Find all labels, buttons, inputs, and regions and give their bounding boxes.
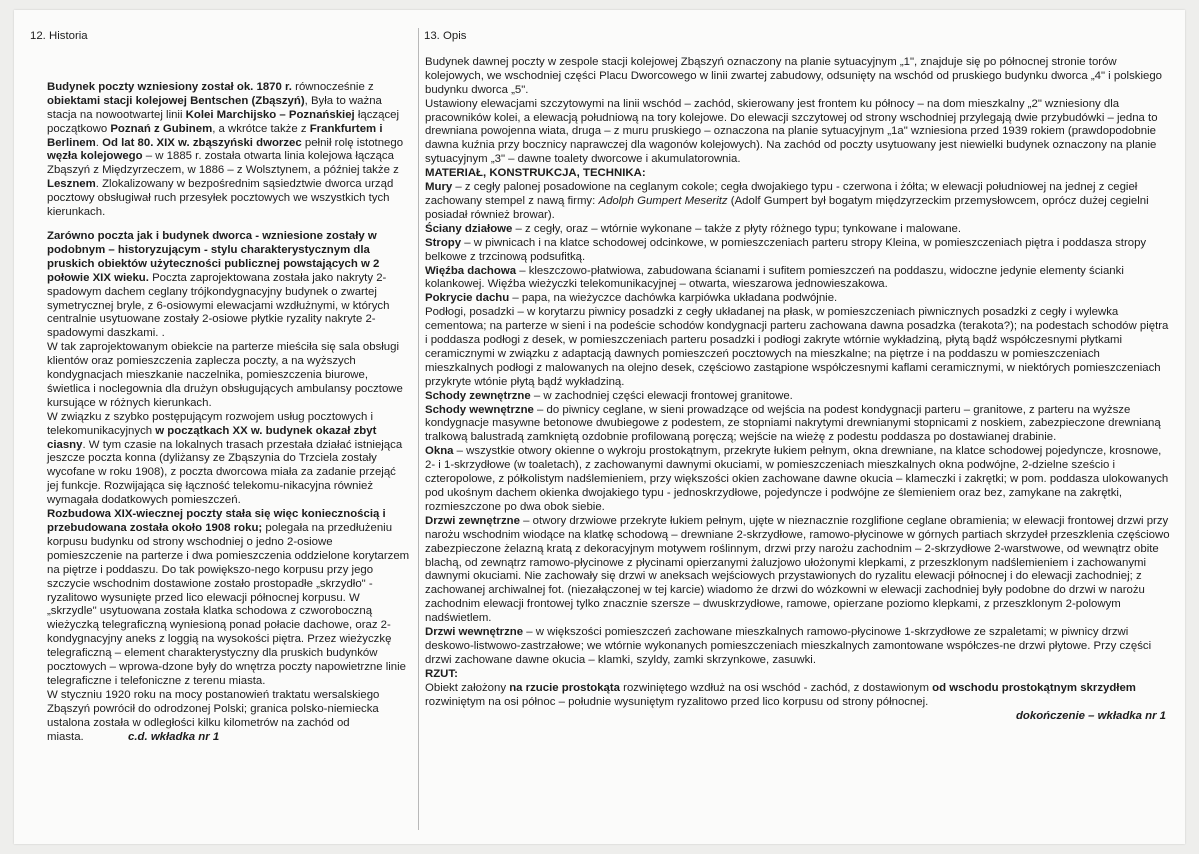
history-paragraph-2 <box>47 230 410 341</box>
column-divider <box>418 28 419 830</box>
description-body <box>424 56 1170 724</box>
material-term: Drzwi wewnętrzne <box>425 626 524 639</box>
material-text: – otwory drzwiowe przekryte łukiem pełnym, ujęte w nieznacznie rozglifione ceglane obramienia; w elewacji frontowej drzwi przy narożu wschodnim wiodące na klatkę schodową – drewniane 2-skrzydłowe, ramowo-płycinowe w górnych partiach skrzydeł przeszklenia częściowo zabezpieczone żelazną kratą z dekoracyjnym motywem roślinnym, drzwi przy narożu zachodnim – 2-skrzydłowe 2-warstwowe, od wewnątrz obite blachą, od zewnątrz ramowo-płycinowe z płycinami opierzanymi żaluzjowo ułożonymi klepkami, z przeszklonym nadślemieniem i zachowanymi dawnymi okuciami. Nie zachowały się drzwi w aneksach wejściowych przystawionych do ryzalitu elewacji północnej i do elewacji zachodniej; z zachowanej archiwalnej fot. (niezałączonej w tej karcie) wiadomo że drzwi do wózkowni w elewacji zachodniej były podobne do drzwi w narożu zachodnim elewacji frontowej tylko znacznie szersze – dwuskrzydłowe, ramowe, opierzane poziomo klepkami, z przeszklonym 2-polowym nadświetlem. <box>425 514 1170 625</box>
text-run: rozwiniętym na osi północ – południe wysuniętym ryzalitowo przed lico korpusu od strony północnej. <box>425 695 929 708</box>
material-text: – kleszczowo-płatwiowa, zabudowana ścianami i sufitem pomieszczeń na poddaszu, widoczne jedynie elementy ścianki kolankowej. Więźba wieżyczki telekomunikacyjnej – otwarta, wieszarowa jednowieszakowa. <box>425 264 1124 291</box>
description-column <box>424 30 1170 723</box>
description-intro-2: Ustawiony elewacjami szczytowymi na linii wschód – zachód, skierowany jest frontem ku północy – na dom mieszkalny „2" wzniesiony dla pracowników kolei, a elewacją południową na tory kolejowe. Do elewacji szczytowej od strony wschodniej przylegają dwie przybudówki – jedna to drewniana powojenna wiata, druga – z muru pruskiego – oznaczona na planie sytuacyjnym „1a" wzniesiona przed 1939 rokiem (prawdopodobnie dawna kuźnia przy bocznicy naprawczej dla wagonów kolejowych). Na zachód od poczty usytuowany jest niewielki budynek oznaczony na planie sytuacyjnym „3" – dawne toalety dworcowe i akumulatorownia. <box>425 97 1158 166</box>
material-text: – z cegły, oraz – wtórnie wykonane – także z płyty różnego typu; tynkowane i malowane. <box>512 222 962 235</box>
material-term: Drzwi zewnętrzne <box>425 514 520 527</box>
bold-run: Zarówno poczta jak i budynek dworca - wzniesione zostały w podobnym – historyzującym - stylu charakterystycznym dla pruskich obiektów użyteczności publicznej powstających w 2 połowie XIX wieku. <box>47 229 380 284</box>
material-item <box>425 404 1170 446</box>
material-term: Schody zewnętrzne <box>425 389 531 402</box>
text-run: polegała na przedłużeniu korpusu budynku od strony wschodniej o jedno 2-osiowe pomieszczenie na parterze i dwa pomieszczenia oddzielone korytarzem na piętrze i poddaszu. Do tak powiększo-nego korpusu przy jego szczycie wschodnim dostawione zostało prostopadłe „skrzydło" - ryzalitowo wysunięte przed lico elewacji północnej korpusu. W „skrzydle" usytuowana została klatka schodowa z czworoboczną wieżyczką telegraficzną wyniesioną ponad połacie dachowe, oraz 2-kondygnacyjny aneks z loggią na wysokości piętra. Przez wieżyczkę telegraficzną – element charakterystyczny dla pruskich budynków pocztowych – wprowa-dzone były do wnętrza poczty napowietrzne linie telegraficzne i telefoniczne z terenu miasta. <box>47 522 410 687</box>
material-term: Okna <box>425 445 454 458</box>
bold-run: Poznań z Gubinem <box>110 122 213 135</box>
history-paragraph-1 <box>47 81 410 220</box>
material-text: – papa, na wieżyczce dachówka karpiówka układana podwójnie. <box>509 292 838 305</box>
text-run: rozwiniętego wzdłuż na osi wschód - zachód, z dostawionym <box>620 681 933 694</box>
materials-list <box>425 181 1170 668</box>
history-paragraph-6 <box>47 689 410 745</box>
history-paragraph-3 <box>47 341 410 411</box>
text-run: W styczniu 1920 roku na mocy postanowień traktatu wersalskiego Zbąszyń powrócił do odrodzonej Polski; granica polsko-niemiecka ustalona została w odległości kilku kilometrów na zachód od miasta. <box>47 688 380 743</box>
material-term: Ściany działowe <box>425 222 513 235</box>
history-body <box>30 81 414 745</box>
bold-run: Rozbudowa XIX-wiecznej poczty stała się więc koniecznością i przebudowana została około 1908 roku; <box>47 508 386 534</box>
material-item <box>425 181 1170 223</box>
description-heading: 13. Opis <box>424 30 467 42</box>
text-run: pełnił rolę istotnego <box>301 136 404 149</box>
material-text: (Adolf Gumpert był bogatym międzyrzeckim przemysłowcem, oprócz dużej cegielni posiadał również browar). <box>425 194 1149 221</box>
material-text: – w większości pomieszczeń zachowane mieszkalnych ramowo-płycinowe 1-skrzydłowe ze szpaletami; w piwnicy drzwi deskowo-listwowo-zastrzałowe; we wtórnie wykonanych pomieszczeniach mieszkalnych zamontowane współczes-ne drzwi płytowe. Przy części drzwi zachowane dawne okucia – klamki, szyldy, zamki skrzynkowe, zasuwki. <box>425 626 1152 666</box>
material-item <box>425 626 1170 668</box>
text-run: – w 1885 r. została otwarta linia kolejowa łącząca Zbąszyń z Międzyrzeczem, w 1886 – z Wolsztynem, a później także z <box>47 150 399 177</box>
plan-heading: RZUT: <box>425 667 458 680</box>
material-item <box>425 390 1170 404</box>
material-item <box>425 445 1170 515</box>
bold-run: Lesznem <box>47 178 96 191</box>
text-run: . W tym czasie na lokalnych trasach przestała działać istniejąca jeszcze poczta konna (dyliżansy ze Zbąszynia do Trzciela zostały wycofane w roku 1908), z poczta dworcowa miała za zadanie przejąć jej funkcje. Rozwijająca się łączność telekomu-nikacyjna również wymagała dodatkowych pomieszczeń. <box>47 438 403 507</box>
material-italic: Adolph Gumpert Meseritz <box>598 194 728 207</box>
material-term: Schody wewnętrzne <box>425 403 534 416</box>
material-text: – z cegły palonej posadowione na ceglanym cokole; cegła dwojakiego typu - czerwona i żółta; w elewacji południowej na jednej z cegieł zachowany stempel z nawą firmy: <box>425 181 1138 207</box>
description-ending-note: dokończenie – wkładka nr 1 <box>1015 709 1166 722</box>
material-item <box>425 265 1170 293</box>
history-column <box>30 30 414 745</box>
history-paragraph-5 <box>47 508 410 689</box>
material-item <box>425 237 1170 265</box>
bold-run: na rzucie prostokąta <box>509 681 620 694</box>
bold-run: Od lat 80. XIX w. zbąszyński dworzec <box>102 136 302 149</box>
bold-run: Kolei Marchijsko – Poznańskiej <box>185 108 355 121</box>
material-item <box>425 223 1170 237</box>
description-intro-1: Budynek dawnej poczty w zespole stacji kolejowej Zbąszyń oznaczony na planie sytuacyjnym „1", znajduje się po północnej stronie torów kolejowych, we wschodniej części Placu Dworcowego w linii zwartej zabudowy, odsunięty na wschód od pruskiego budynku dworca „4" i polskiego budynku dworca „5". <box>425 55 1162 96</box>
text-run: równocześnie z <box>291 80 374 93</box>
materials-heading: MATERIAŁ, KONSTRUKCJA, TECHNIKA: <box>425 167 646 180</box>
material-term: Więźba dachowa <box>425 264 517 277</box>
history-continuation-note: c.d. wkładka nr 1 <box>128 730 220 743</box>
bold-run: w początkach XX w. budynek okazał zbyt ciasny <box>47 424 377 451</box>
material-item <box>425 515 1170 626</box>
text-run: Poczta zaprojektowana została jako nakryty 2-spadowym dachem ceglany trójkondygnacyjny budynek o zwartej symetrycznej bryle, z 6-osiowymi elewacjami wzdłużnymi, w których centralnie usytuowane zostały 2-osiowe płytkie ryzality nakryte 2-spadowymi daszkami. . <box>47 271 390 340</box>
material-item <box>425 292 1170 306</box>
document-sheet <box>14 10 1185 844</box>
text-run: . <box>95 136 103 149</box>
text-run: W tak zaprojektowanym obiekcie na parterze mieściła się sala obsługi klientów oraz pomieszczenia zaplecza poczty, a na wyższych kondygnacjach mieszkanie naczelnika, pomieszczenia biurowe, świetlica i noclegownia dla drużyn obsługujących ambulansy pocztowe kursujące w różnych kierunkach. <box>47 341 403 409</box>
bold-run: od wschodu prostokątnym skrzydłem <box>932 681 1136 694</box>
bold-run: Frankfurtem i Berlinem <box>47 122 383 149</box>
material-text: – w zachodniej części elewacji frontowej granitowe. <box>530 389 793 402</box>
history-heading: 12. Historia <box>30 30 88 42</box>
material-text: – wszystkie otwory okienne o wykroju prostokątnym, przekryte łukiem pełnym, okna drewniane, na klatce schodowej pojedyncze, krosnowe, 2- i 1-skrzydłowe (w toaletach), z zachowanymi dawnymi okuciami, w pomieszczeniach mieszkalnych okna podwójne, 2-dzielne sześcio i czteropolowe, z półkolistym nadślemieniem, przy większości okien zachowane dawne okucia – klameczki i zakrętki; w pom. poddasza ulokowanych pod ukośnym dachem okienka dwojakiego typu - jednoskrzydłowe, pojedyncze i podwójne ze ślemieniem oraz bez, zamykane na zakrętki, rozmieszczone po dwa obok siebie. <box>425 445 1169 513</box>
bold-run: obiektami stacji kolejowej Bentschen (Zbąszyń) <box>47 94 305 107</box>
bold-run: węzła kolejowego <box>47 150 143 163</box>
material-text: Podłogi, posadzki – w korytarzu piwnicy posadzki z cegły układanej na płask, w pomieszczeniach piwnicznych posadzki z cegły i wylewka cementowa; na parterze w sieni i na podeście schodów kondygnacji parteru zachowana dawna posadzka (terakota?); na podestach schodów piętra i poddasza podłogi z desek, w pomieszczeniach parteru posadzki i podłogi zakryte wtórnie wykładziną, płytą bądź współczesnymi płytkami ceramicznymi w związku z adaptacją dawnych pomieszczeń pocztowych na mieszkalne; na piętrze i na poddaszu w pomieszczeniach mieszkalnych podłogi z malowanych na olejno desek, częściowo zastąpione współczesnymi kaflami ceramicznymi, w niektórych pomieszczeniach przykryte wtónie płytą bądź wykładziną. <box>425 306 1169 388</box>
history-paragraph-4 <box>47 411 410 508</box>
material-text: – w piwnicach i na klatce schodowej odcinkowe, w pomieszczeniach parteru stropy Kleina, w pomieszczeniach piętra i poddasza stropy belkowe z trzcinową podsufitką. <box>425 236 1147 263</box>
text-run: . Zlokalizowany w bezpośrednim sąsiedztwie dworca urząd pocztowy obsługiwał ruch przesyłek pocztowych we wszystkich tych kierunkach. <box>47 178 394 219</box>
material-term: Mury <box>425 181 453 194</box>
text-run: Obiekt założony <box>425 681 510 694</box>
text-run: , Była to ważna stacja na nowootwartej linii <box>47 94 382 121</box>
plan-paragraph <box>425 682 1170 710</box>
material-text: – do piwnicy ceglane, w sieni prowadzące od wejścia na podest kondygnacji parteru – granitowe, z parteru na wyższe kondygnacje masywne betonowe dwubiegowe z podestem, ze stopniami nakrytymi drewnianymi stopnicami z noskiem, zabezpieczone drewnianą tralkową balustradą zamkniętą ozdobnie profilowaną poręczą; wejście na wieżę z podestu poddasza po dostawianej drabinie. <box>425 403 1161 444</box>
material-term: Stropy <box>425 236 462 249</box>
text-run: łączącej początkowo <box>47 108 400 135</box>
material-term: Pokrycie dachu <box>425 292 510 305</box>
text-run: , a wkrótce także z <box>212 122 310 135</box>
text-run: W związku z szybko postępującym rozwojem usług pocztowych i telekomunikacyjnych <box>47 410 374 437</box>
bold-run: Budynek poczty wzniesiony został ok. 1870 r. <box>47 80 292 93</box>
material-item <box>425 306 1170 389</box>
